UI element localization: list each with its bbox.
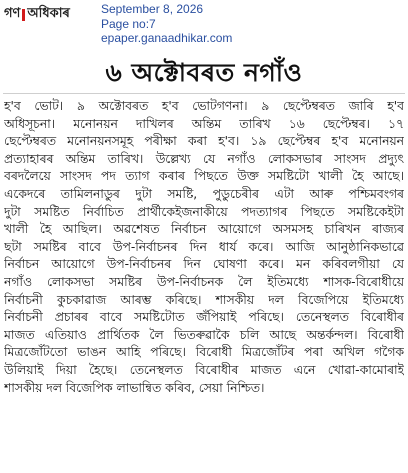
article-body <box>4 98 404 397</box>
edition-url[interactable]: epaper.ganaadhikar.com <box>101 31 233 45</box>
article-line: নিৰ্বাচনী কুচকাৱাজ আৰম্ভ কৰিছে। শাসকীয় দল বিজেপিয়ে ইতিমধ্যে <box>4 292 404 307</box>
article-line: দুটা সমষ্টিত নিৰ্বাচিত প্ৰাৰ্থীকেইজনাকীয়ে পদত্যাগৰ পিছতে সমষ্টিকেইটা <box>4 204 404 219</box>
logo-text-left: গণ <box>4 6 21 21</box>
article-line: মিত্ৰজোঁটতো ভাঙন আহি পৰিছে। বিৰোধী মিত্ৰজোঁটৰ পৰা অখিল গগৈক <box>4 345 404 360</box>
article-line: নিৰ্বাচন আয়োগে উপ-নিৰ্বাচনৰ দিন ঘোষণা কৰে। মন কৰিবলগীয়া যে <box>4 257 404 272</box>
epaper-header <box>0 0 408 50</box>
article-line: প্ৰত্যাহাৰৰ অন্তিম তাৰিখ। উল্লেখ্য যে নগাঁও লোকসভাৰ সাংসদ প্ৰদ্যুৎ <box>4 151 404 166</box>
article-headline: ৬ অক্টোবৰত নগাঁও <box>105 58 303 87</box>
logo-divider-icon <box>22 9 25 21</box>
article-line: মাজত এতিয়াও প্ৰাৰ্থিতক লৈ ভিতৰুৱাকৈ চলি আছে অন্তৰ্কন্দল। বিৰোধী <box>4 327 404 342</box>
headline-divider <box>3 93 405 94</box>
article-line: শাসকীয় দল বিজেপিক লাভান্বিত কৰিব, সেয়া নিশ্চিত। <box>4 380 265 395</box>
article-line: উলিয়াই দিয়া হৈছে। তেনেস্থলত বিৰোধীৰ মাজত এনে খোৱা-কামোৰাই <box>4 362 404 377</box>
article-line: ছেপ্টেম্বৰত মনোনয়নসমূহ পৰীক্ষা কৰা হ'ব। ১৯ ছেপ্টেম্বৰ হ'ব মনোনয়ন <box>4 134 404 149</box>
article-line: হ'ব ভোট। ৯ অক্টোবৰত হ'ব ভোটগণনা। ৯ ছেপ্টেম্বৰত জাৰি হ'ব <box>4 99 404 113</box>
newspaper-logo[interactable] <box>4 4 70 25</box>
article-line: নগাঁও লোকসভা সমষ্টিৰ উপ-নিৰ্বাচনক লৈ ইতিমধ্যে শাসক-বিৰোধীয়ে <box>4 274 404 289</box>
edition-date: September 8, 2026 <box>101 2 204 16</box>
article-line: খালী হৈ আছিল। অৱশেষত নিৰ্বাচন আয়োগে অসমসহ চাৰিখন ৰাজ্যৰ <box>4 222 404 237</box>
article-line: অধিসূচনা। মনোনয়ন দাখিলৰ অন্তিম তাৰিখ ১৬ ছেপ্টেম্বৰ। ১৭ <box>4 116 404 131</box>
edition-page: Page no:7 <box>101 16 156 31</box>
article-line: বৰদলৈয়ে সাংসদ পদ ত্যাগ কৰাৰ পিছতে উক্ত সমষ্টিটো খালী হৈ আছে। <box>4 169 404 184</box>
article-line: একেদৰে তামিলনাডুৰ দুটা সমষ্টি, পুডুচেৰীৰ এটা আৰু পশ্চিমবংগৰ <box>4 186 404 201</box>
article-line: নিৰ্বাচনী প্ৰচাৰৰ বাবে সমষ্টিটোত জঁপিয়াই পৰিছে। তেনেস্থলত বিৰোধীৰ <box>4 310 404 325</box>
logo-text-right: অধিকাৰ <box>27 6 70 21</box>
article-line: ছটা সমষ্টিৰ বাবে উপ-নিৰ্বাচনৰ দিন ধাৰ্য কৰে। আজি আনুষ্ঠানিকভাৱে <box>4 239 404 254</box>
edition-meta <box>101 2 232 46</box>
